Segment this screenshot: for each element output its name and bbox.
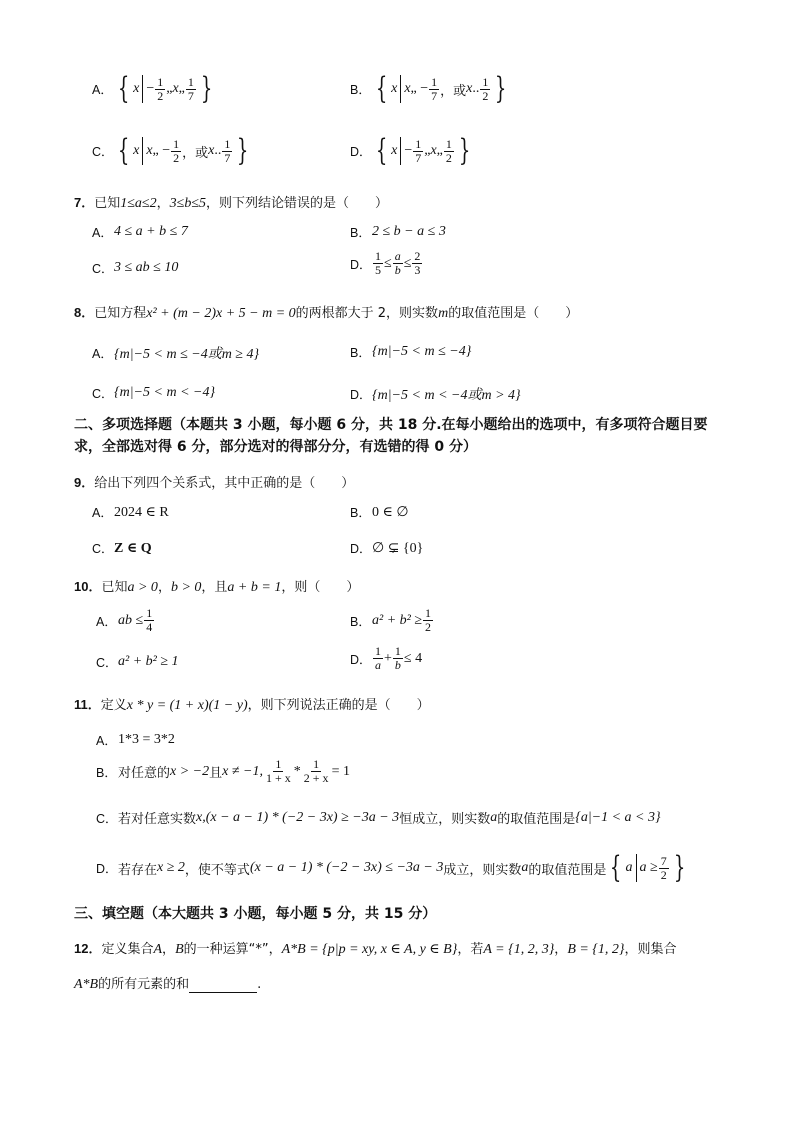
option-label: D． bbox=[350, 145, 372, 159]
denominator: 2 + x bbox=[303, 771, 329, 785]
stem-text: 的两根都大于 2，则实数 bbox=[295, 306, 439, 321]
set-name: A bbox=[153, 942, 163, 957]
option-label: D． bbox=[350, 542, 372, 556]
option-label: B． bbox=[96, 765, 117, 780]
section-2-heading: 二、多项选择题（本题共 3 小题，每小题 6 分，共 18 分.在每小题给出的选项中，有多项符合题目要求，全部选对得 6 分，部分选对的得部分分，有选错的得 0 分） bbox=[74, 417, 708, 455]
fraction bbox=[302, 758, 331, 785]
relation: „ bbox=[424, 143, 431, 158]
set-bar bbox=[400, 75, 401, 103]
option-label: C． bbox=[92, 542, 114, 556]
q7-option-a[interactable] bbox=[92, 223, 188, 241]
option-text: 2024 ∈ R bbox=[114, 504, 169, 520]
denominator: 5 bbox=[375, 263, 381, 277]
option-label: A． bbox=[92, 226, 113, 240]
numerator: 1 bbox=[375, 644, 381, 658]
denominator: 7 bbox=[187, 88, 194, 103]
set-b: B = {1, 2} bbox=[567, 942, 625, 957]
expression: A*B bbox=[74, 977, 99, 992]
fraction bbox=[413, 138, 423, 165]
stem-text: 定义集合 bbox=[101, 942, 154, 957]
fraction bbox=[373, 250, 383, 277]
fraction bbox=[423, 607, 433, 634]
minus-sign: − bbox=[158, 143, 171, 158]
definition: A*B = {p|p = xy, x ∈ A, y ∈ B} bbox=[281, 942, 458, 957]
relation: „ bbox=[166, 81, 173, 96]
option-text: {m|−5 < m < −4} bbox=[114, 385, 216, 400]
numerator: 1 bbox=[275, 757, 282, 771]
option-text: = 1 bbox=[331, 763, 350, 779]
variable: a bbox=[521, 860, 529, 875]
relation: „ bbox=[178, 81, 185, 96]
stem-text: 已知方程 bbox=[94, 306, 147, 321]
option-label: A． bbox=[96, 614, 117, 629]
numerator: 1 bbox=[394, 644, 401, 658]
numerator: 1 bbox=[431, 74, 438, 89]
q8-option-d[interactable] bbox=[350, 384, 521, 404]
range-set: {a|−1 < a < 3} bbox=[575, 809, 661, 825]
numerator: 1 bbox=[224, 136, 231, 151]
separator: ， bbox=[554, 942, 568, 957]
right-brace: } bbox=[200, 71, 213, 106]
denominator: 2 bbox=[157, 88, 164, 103]
left-brace: { bbox=[117, 71, 130, 106]
q11-option-b[interactable] bbox=[96, 758, 350, 785]
set-var: x bbox=[391, 81, 398, 96]
fraction bbox=[393, 645, 403, 672]
set-condition: a ≥ bbox=[639, 860, 658, 875]
option-label: D． bbox=[350, 652, 372, 667]
variable: a bbox=[490, 809, 498, 825]
q9-option-c[interactable] bbox=[92, 539, 152, 557]
q10-option-c[interactable] bbox=[96, 653, 179, 671]
stem-text: ，则下列说法正确的是（ ） bbox=[247, 698, 430, 713]
option-label: D． bbox=[96, 862, 118, 876]
stem-text: ，则下列结论错误的是（ ） bbox=[206, 196, 389, 211]
set-var: x bbox=[391, 143, 398, 158]
minus-sign: − bbox=[404, 143, 413, 158]
option-text: 4 ≤ a + b ≤ 7 bbox=[114, 224, 188, 239]
condition: 3≤b≤5 bbox=[169, 196, 207, 211]
question-number: 10． bbox=[74, 579, 102, 594]
question-11-stem bbox=[74, 694, 430, 714]
q11-option-a[interactable] bbox=[96, 731, 175, 749]
option-label: D． bbox=[350, 257, 372, 272]
fraction bbox=[186, 76, 196, 103]
right-brace: } bbox=[495, 71, 507, 106]
right-brace: } bbox=[237, 133, 249, 168]
var-x: x bbox=[146, 143, 153, 158]
condition: a + b = 1 bbox=[227, 580, 282, 595]
section-3-heading: 三、填空题（本大题共 3 小题，每小题 5 分，共 15 分） bbox=[74, 906, 437, 922]
option-label: C． bbox=[92, 145, 114, 159]
fraction bbox=[429, 76, 439, 103]
stem-text: 定义 bbox=[100, 698, 127, 713]
option-text: {m|−5 < m ≤ −4或m ≥ 4} bbox=[114, 347, 260, 362]
fraction bbox=[264, 758, 293, 785]
set-bar bbox=[636, 854, 637, 882]
option-text: 对任意的 bbox=[118, 766, 171, 781]
option-text: ∅ ⊊ {0} bbox=[372, 540, 424, 556]
stem-text: 的取值范围是（ ） bbox=[448, 306, 579, 321]
relation: „ bbox=[152, 143, 159, 158]
fraction bbox=[393, 250, 403, 277]
option-text: 2 ≤ b − a ≤ 3 bbox=[372, 224, 446, 239]
question-12-line-2 bbox=[74, 973, 261, 993]
denominator: 7 bbox=[415, 150, 422, 165]
option-label: B． bbox=[350, 614, 371, 629]
fraction bbox=[171, 138, 181, 165]
q9-option-a[interactable] bbox=[92, 503, 169, 521]
relation: ≤ bbox=[384, 255, 392, 271]
fraction bbox=[155, 76, 165, 103]
condition: x > −2 bbox=[170, 763, 210, 779]
denominator: 2 bbox=[425, 620, 432, 634]
fraction bbox=[480, 76, 490, 103]
q8-option-b[interactable] bbox=[350, 343, 471, 361]
q6-option-c[interactable] bbox=[92, 133, 252, 168]
option-text: a² + b² ≥ 1 bbox=[118, 654, 179, 669]
q7-option-d[interactable] bbox=[350, 250, 423, 277]
stem-text: 的所有元素的和 bbox=[98, 977, 190, 992]
option-text: ≤ 4 bbox=[403, 650, 423, 666]
numerator: 1 bbox=[482, 74, 489, 89]
q10-option-d[interactable] bbox=[350, 645, 422, 672]
condition: x ≥ 2 bbox=[157, 860, 185, 875]
option-text: 0 ∈ ∅ bbox=[372, 504, 409, 520]
minus-sign: − bbox=[146, 81, 155, 96]
option-text: 且 bbox=[209, 766, 223, 781]
option-text: 1*3 = 3*2 bbox=[118, 732, 175, 747]
numerator: 1 bbox=[157, 74, 164, 89]
var-x: x bbox=[404, 81, 411, 96]
set-name: B bbox=[175, 942, 184, 957]
numerator: 1 bbox=[313, 757, 320, 771]
set-bar bbox=[400, 137, 401, 165]
numerator: 1 bbox=[425, 606, 432, 620]
set-var: x bbox=[133, 143, 140, 158]
option-label: A． bbox=[96, 734, 117, 748]
denominator: 3 bbox=[414, 263, 421, 277]
answer-blank[interactable] bbox=[189, 978, 257, 993]
denominator: 4 bbox=[146, 620, 153, 634]
question-7-stem bbox=[74, 192, 388, 212]
question-number: 11． bbox=[74, 697, 101, 712]
relation: ≤ bbox=[403, 255, 412, 271]
question-10-stem bbox=[74, 576, 359, 596]
numerator: 1 bbox=[375, 249, 381, 263]
q10-option-b[interactable] bbox=[350, 607, 434, 634]
plus-sign: + bbox=[384, 650, 392, 666]
question-number: 7． bbox=[74, 195, 95, 210]
numerator: 1 bbox=[146, 606, 153, 620]
question-12-line-1 bbox=[74, 938, 677, 958]
fraction bbox=[444, 138, 454, 165]
expression: (x − a − 1) * (−2 − 3x) ≤ −3a − 3 bbox=[249, 860, 444, 875]
q7-option-b[interactable] bbox=[350, 223, 446, 241]
or-text: ，或 bbox=[182, 145, 209, 161]
stem-text: 已知 bbox=[94, 196, 121, 211]
question-9-stem bbox=[74, 472, 354, 491]
option-label: A． bbox=[92, 83, 113, 97]
fraction bbox=[659, 855, 669, 882]
option-label: D． bbox=[350, 388, 372, 402]
denominator: a bbox=[375, 658, 381, 672]
separator: ， bbox=[162, 942, 176, 957]
question-number: 9． bbox=[74, 475, 95, 490]
minus-sign: − bbox=[416, 81, 429, 96]
option-label: C． bbox=[92, 387, 114, 401]
relation: „ bbox=[436, 143, 443, 158]
question-number: 8． bbox=[74, 305, 95, 320]
option-text: {m|−5 < m ≤ −4} bbox=[372, 344, 472, 359]
definition: x * y = (1 + x)(1 − y) bbox=[126, 698, 248, 713]
set-var: a bbox=[625, 860, 633, 875]
denominator: 2 bbox=[660, 867, 667, 882]
q10-option-a[interactable] bbox=[96, 607, 155, 634]
q8-option-c[interactable] bbox=[92, 384, 215, 402]
option-text: 若对任意实数 bbox=[118, 812, 197, 827]
denominator: 2 bbox=[173, 150, 180, 165]
option-label: A． bbox=[92, 506, 113, 520]
option-text: 的取值范围是 bbox=[528, 862, 607, 878]
or-text: ，或 bbox=[440, 83, 467, 99]
option-text: Z ∈ Q bbox=[114, 540, 152, 556]
option-text: a² + b² ≥ bbox=[372, 612, 423, 628]
q11-option-c[interactable] bbox=[96, 808, 661, 827]
option-label: C． bbox=[92, 262, 114, 276]
option-label: B． bbox=[350, 506, 371, 520]
option-text: 的取值范围是 bbox=[497, 812, 576, 827]
condition: 1≤a≤2 bbox=[120, 196, 157, 211]
condition: a > 0 bbox=[127, 580, 158, 595]
fraction bbox=[144, 607, 154, 634]
condition: x ≠ −1, bbox=[222, 763, 263, 779]
numerator: 1 bbox=[187, 74, 194, 89]
option-text: 3 ≤ ab ≤ 10 bbox=[114, 260, 179, 275]
option-text: 成立，则实数 bbox=[443, 862, 522, 878]
numerator: 1 bbox=[173, 136, 180, 151]
set-bar bbox=[142, 137, 143, 165]
option-text: 恒成立，则实数 bbox=[399, 812, 491, 827]
option-label: B． bbox=[350, 346, 371, 360]
denominator: 1 + x bbox=[266, 771, 291, 785]
option-text: 若存在 bbox=[118, 862, 158, 878]
separator: ， bbox=[157, 580, 171, 595]
numerator: 1 bbox=[445, 136, 452, 151]
relation: .. bbox=[214, 143, 222, 158]
left-brace: { bbox=[375, 133, 388, 168]
denominator: 7 bbox=[431, 88, 438, 103]
option-label: B． bbox=[350, 83, 371, 97]
middle-var: x bbox=[430, 143, 437, 158]
right-brace: } bbox=[458, 133, 471, 168]
option-label: B． bbox=[350, 226, 371, 240]
numerator: 7 bbox=[660, 853, 667, 868]
set-bar bbox=[142, 75, 143, 103]
denominator: 2 bbox=[482, 88, 489, 103]
middle-var: x bbox=[172, 81, 179, 96]
numerator: 1 bbox=[415, 136, 422, 151]
option-label: A． bbox=[92, 347, 113, 361]
separator: ， bbox=[156, 196, 170, 211]
star-operator: * bbox=[293, 763, 301, 779]
option-text: ，使不等式 bbox=[184, 862, 250, 878]
relation: „ bbox=[410, 81, 417, 96]
denominator: b bbox=[394, 658, 401, 672]
equation: x² + (m − 2)x + 5 − m = 0 bbox=[146, 306, 296, 321]
q8-option-a[interactable] bbox=[92, 343, 259, 363]
denominator: b bbox=[394, 263, 401, 277]
set-var: x bbox=[133, 81, 140, 96]
period: . bbox=[257, 977, 262, 992]
left-brace: { bbox=[117, 133, 130, 168]
question-number: 12． bbox=[74, 941, 102, 956]
numerator: a bbox=[394, 249, 401, 263]
stem-text: 给出下列四个关系式，其中正确的是（ ） bbox=[94, 476, 355, 491]
option-label: C． bbox=[96, 656, 118, 670]
option-text: {m|−5 < m < −4或m > 4} bbox=[372, 388, 521, 403]
variable: m bbox=[438, 306, 449, 321]
q7-option-c[interactable] bbox=[92, 259, 178, 277]
stem-text: 的一种运算“*”， bbox=[183, 942, 282, 957]
q6-option-d[interactable] bbox=[350, 133, 474, 168]
q11-option-d[interactable] bbox=[96, 850, 689, 885]
condition: b > 0 bbox=[170, 580, 202, 595]
right-brace: } bbox=[673, 850, 685, 885]
var-x: x bbox=[208, 143, 215, 158]
set-a: A = {1, 2, 3} bbox=[483, 942, 555, 957]
numerator: 2 bbox=[414, 249, 421, 263]
question-8-stem bbox=[74, 302, 578, 322]
stem-text: ，若 bbox=[457, 942, 484, 957]
q9-option-b[interactable] bbox=[350, 503, 409, 521]
left-brace: { bbox=[375, 71, 388, 106]
denominator: 7 bbox=[224, 150, 231, 165]
fraction bbox=[373, 645, 383, 672]
denominator: 2 bbox=[445, 150, 452, 165]
q9-option-d[interactable] bbox=[350, 539, 423, 557]
expression: x,(x − a − 1) * (−2 − 3x) ≥ −3a − 3 bbox=[196, 809, 400, 825]
relation: .. bbox=[472, 81, 480, 96]
fraction bbox=[412, 250, 422, 277]
fraction bbox=[222, 138, 232, 165]
q6-option-a[interactable] bbox=[92, 71, 216, 106]
stem-text: 已知 bbox=[101, 580, 128, 595]
left-brace: { bbox=[610, 850, 622, 885]
option-text: ab ≤ bbox=[118, 612, 144, 628]
stem-text: ，且 bbox=[201, 580, 228, 595]
option-label: C． bbox=[96, 811, 118, 826]
var-x: x bbox=[466, 81, 473, 96]
stem-text: ，则（ ） bbox=[281, 580, 360, 595]
q6-option-b[interactable] bbox=[350, 71, 510, 106]
stem-text: ，则集合 bbox=[624, 942, 677, 957]
